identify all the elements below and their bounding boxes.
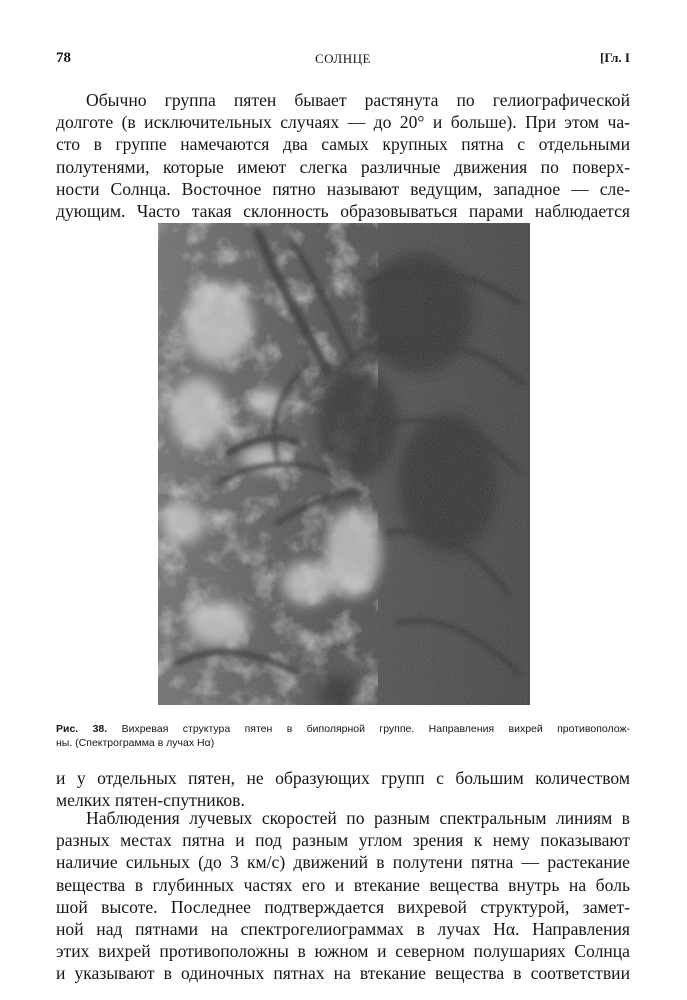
- chapter-marker: [Гл. I: [600, 50, 630, 65]
- running-title: СОЛНЦЕ: [315, 51, 371, 66]
- solar-h-alpha-spectroheliogram-image: [158, 223, 530, 705]
- text-line: разных местах пятна и под разным углом зрения к нему показывают: [56, 830, 630, 851]
- text-line: и у отдельных пятен, не образующих групп с большим количеством: [56, 768, 630, 788]
- text-line: шой высоте. Последнее подтверждается вихревой структурой, замет-: [56, 896, 630, 917]
- text-line: ности Солнца. Восточное пятно называют ведущим, западное — сле-: [56, 178, 630, 199]
- caption-line: [56, 722, 630, 736]
- text-line: ной над пятнами на спектрогелиограммах в лучах Hα. Направления: [56, 919, 630, 940]
- text-line: и указывают в одиночных пятнах на втекание вещества в соответствии: [56, 963, 630, 984]
- text-line: дующим. Часто такая склонность образовываться парами наблюдается: [56, 201, 630, 222]
- text-line: этих вихрей противоположны в южном и северном полушариях Солнца: [56, 941, 630, 962]
- text-line: долготе (в исключительных случаях — до 20° и больше). При этом ча-: [56, 112, 630, 133]
- text-line: сто в группе намечаются два самых крупных пятна с отдельными: [56, 134, 630, 155]
- text-line: полутенями, которые имеют слегка различные движения по поверх-: [56, 156, 630, 177]
- paragraph-radial-velocities: [56, 807, 630, 985]
- caption-line: ны. (Спектрограмма в лучах Hα): [56, 737, 215, 749]
- text-line: наличие сильных (до 3 км/с) движений в полутени пятна — растекание: [56, 852, 630, 873]
- paragraph-pairs-of-spots: [56, 89, 630, 222]
- figure-38-spectroheliogram: [158, 223, 530, 705]
- paragraph-isolated-spots: [56, 767, 630, 811]
- caption-text: Вихревая структура пятен в биполярной группе. Направления вихрей противополож-: [121, 723, 630, 735]
- text-line: вещества в глубинных частях его и втекание вещества внутрь на боль: [56, 874, 630, 895]
- page-number: 78: [56, 50, 71, 66]
- figure-label: Рис. 38.: [56, 723, 108, 735]
- text-line: Наблюдения лучевых скоростей по разным спектральным линиям в: [86, 808, 630, 828]
- text-line: Обычно группа пятен бывает растянута по гелиографической: [86, 90, 630, 110]
- page-header: [56, 50, 630, 70]
- text-line: мелких пятен-спутников.: [56, 790, 245, 811]
- figure-caption: [56, 722, 630, 750]
